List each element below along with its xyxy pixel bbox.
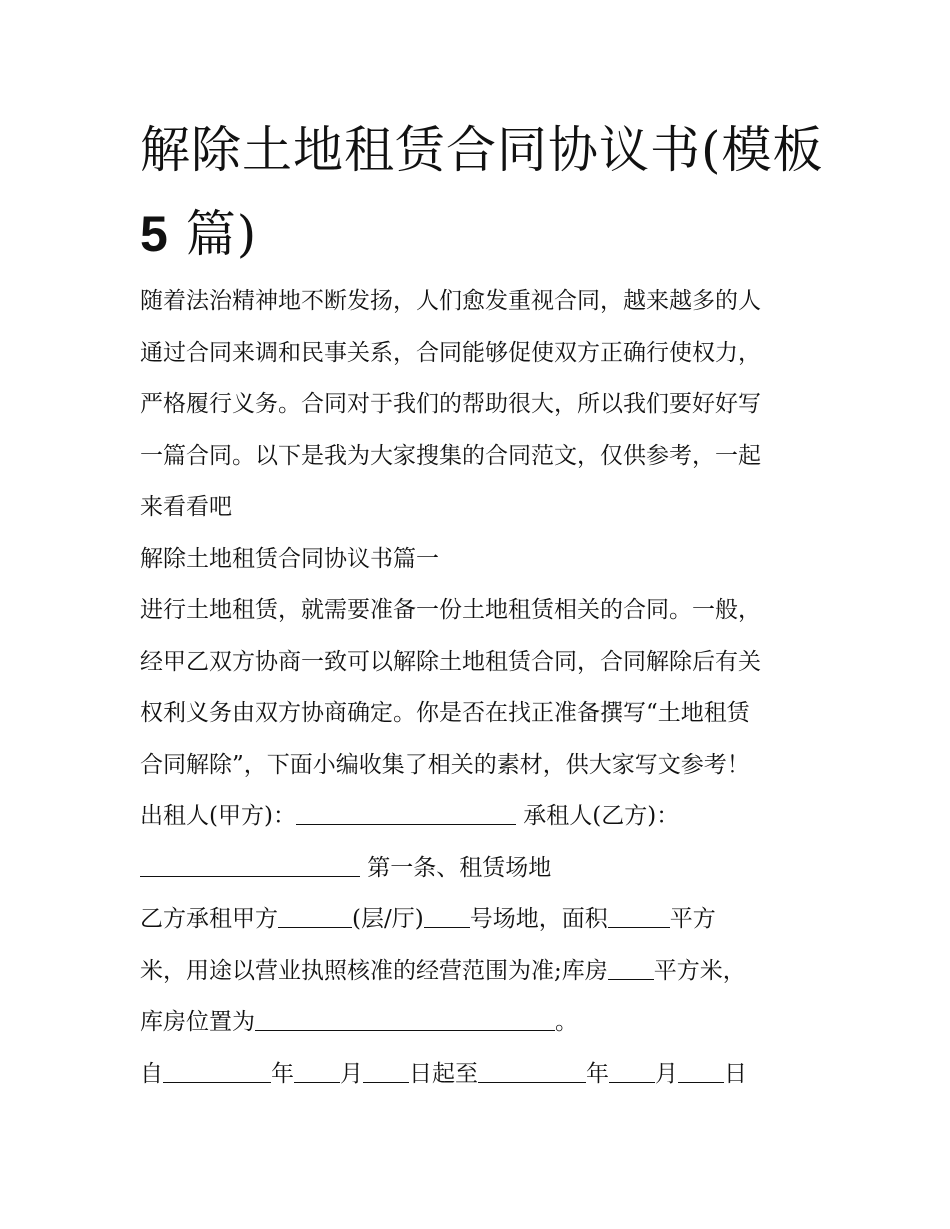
clause1-line-c	[140, 997, 820, 1049]
clause1-title: 第一条、租赁场地	[360, 854, 552, 881]
title-number: 5	[140, 206, 169, 262]
end-day-blank	[678, 1060, 724, 1083]
section-line: 合同解除”，下面小编收集了相关的素材，供大家写文参考！	[140, 751, 750, 778]
start-month-blank	[294, 1060, 340, 1083]
clause1-a-prefix: 乙方承租甲方	[140, 906, 278, 932]
clause1-b-suffix: 平方米，	[653, 957, 746, 984]
title-line-1: 解除土地租赁合同协议书(模板	[140, 121, 824, 179]
section-line: 经甲乙双方协商一致可以解除土地租赁合同，合同解除后有关	[140, 648, 761, 675]
term-year-label: 年	[271, 1060, 294, 1087]
clause1-b-prefix: 米，用途以营业执照核准的经营范围为准;库房	[140, 957, 608, 984]
title-line-2: 篇)	[168, 205, 258, 263]
floor-blank	[278, 905, 352, 928]
warehouse-area-blank	[608, 957, 654, 980]
clause1-c-prefix: 库房位置为	[140, 1009, 255, 1035]
lessor-blank	[296, 802, 516, 825]
term-day2-label: 日	[724, 1060, 747, 1087]
term-line	[140, 1049, 820, 1101]
intro-line: 通过合同来调和民事关系，合同能够促使双方正确行使权力，	[140, 339, 761, 366]
clause1-line-b	[140, 946, 820, 998]
clause1-line-a	[140, 894, 820, 946]
warehouse-location-blank	[255, 1008, 555, 1031]
clause1-paragraph	[140, 894, 820, 1049]
intro-line: 随着法治精神地不断发扬，人们愈发重视合同，越来越多的人	[140, 288, 761, 314]
term-year2-label: 年	[586, 1060, 609, 1087]
lessor-label: 出租人(甲方)：	[140, 803, 296, 829]
document-body	[140, 276, 820, 1100]
intro-paragraph	[140, 276, 820, 534]
lessee-blank	[140, 854, 360, 877]
area-blank	[608, 905, 670, 928]
lessee-label: 承租人(乙方)：	[515, 803, 680, 829]
intro-line: 来看看吧	[140, 494, 232, 520]
end-year-blank	[478, 1060, 586, 1083]
clause1-c-suffix: 。	[555, 1009, 578, 1035]
intro-line: 一篇合同。以下是我为大家搜集的合同范文，仅供参考，一起	[140, 442, 761, 469]
section-line: 权利义务由双方协商确定。你是否在找正准备撰写“土地租赁	[140, 700, 750, 726]
site-number-blank	[424, 905, 470, 928]
start-day-blank	[363, 1060, 409, 1083]
section-heading	[140, 534, 820, 586]
start-year-blank	[163, 1060, 271, 1083]
section-paragraph	[140, 585, 820, 791]
section-line: 进行土地租赁，就需要准备一份土地租赁相关的合同。一般，	[140, 597, 761, 623]
parties-paragraph	[140, 791, 820, 894]
term-month2-label: 月	[655, 1060, 678, 1087]
end-month-blank	[609, 1060, 655, 1083]
parties-line	[140, 791, 820, 843]
clause1-a-mid2: 号场地，面积	[469, 906, 608, 932]
clause1-a-suffix: 平方	[669, 906, 716, 932]
lessee-line	[140, 843, 820, 895]
document-title	[140, 108, 830, 276]
term-from: 自	[140, 1060, 163, 1087]
term-month-label: 月	[340, 1060, 363, 1087]
term-day-until: 日起至	[409, 1060, 478, 1087]
clause1-a-mid1: (层/厅)	[352, 906, 424, 932]
intro-line: 严格履行义务。合同对于我们的帮助很大，所以我们要好好写	[140, 391, 761, 417]
section-heading-text: 解除土地租赁合同协议书篇一	[140, 545, 439, 572]
term-paragraph	[140, 1049, 820, 1101]
